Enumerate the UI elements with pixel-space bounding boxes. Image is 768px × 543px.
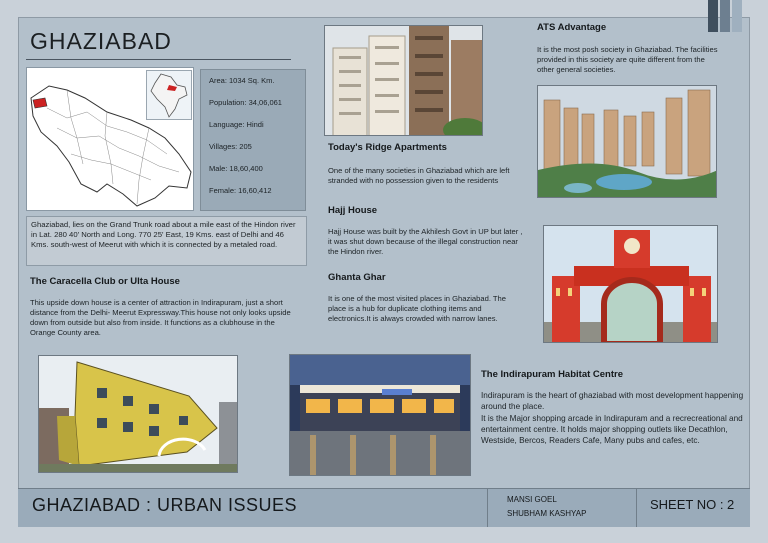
india-map-icon <box>147 71 191 119</box>
upside-down-house-image <box>39 356 238 473</box>
page-title: GHAZIABAD <box>30 28 172 54</box>
ridge-photo <box>324 25 483 136</box>
indirapuram-text-1: Indirapuram is the heart of ghaziabad with most development happening around the place. <box>481 391 744 411</box>
title-divider <box>26 59 291 60</box>
decor-bar <box>708 0 718 32</box>
ghanta-text: It is one of the most visited places in Ghaziabad. The place is a hub for duplicate clothing items and electronics.It is always crowded with narrow lanes. <box>328 294 506 324</box>
caracella-photo <box>38 355 238 473</box>
ats-photo <box>537 85 717 198</box>
indirapuram-title: The Indirapuram Habitat Centre <box>481 369 623 380</box>
ats-towers-image <box>538 86 717 198</box>
author-name: MANSI GOEL <box>507 495 557 504</box>
author-name: SHUBHAM KASHYAP <box>507 509 587 518</box>
stat-area: Area: 1034 Sq. Km. <box>209 76 275 85</box>
hajj-house-gate-image <box>544 226 718 343</box>
habitat-centre-image <box>290 355 471 476</box>
ridge-title: Today's Ridge Apartments <box>328 142 447 153</box>
stats-panel <box>200 69 306 211</box>
stat-female: Female: 16,60,412 <box>209 186 272 195</box>
ats-text: It is the most posh society in Ghaziabad. The facilities provided in this society are quite different from the other general societies. <box>537 45 718 75</box>
indirapuram-text-2: It is the Major shopping arcade in Indirapuram and a recrecreational and entertainment centre. It holds major shopping outlets like Decathlon, Westside, Bercos, Readers Cafe, Many pubs and cafes, etc. <box>481 414 743 445</box>
footer-title: GHAZIABAD : URBAN ISSUES <box>32 495 298 515</box>
ridge-text: One of the many societies in Ghaziabad which are left stranded with no possession given to the residents <box>328 166 510 186</box>
decor-bar <box>720 0 730 32</box>
ats-title: ATS Advantage <box>537 22 607 33</box>
ghanta-title: Ghanta Ghar <box>328 272 386 283</box>
stat-villages: Villages: 205 <box>209 142 252 151</box>
hajj-title: Hajj House <box>328 205 378 216</box>
caracella-text: This upside down house is a center of attraction in Indirapuram, just a short distance from the Delhi- Meerut Expressway.This house not only looks upside down from outside but also from inside. It functions as a clubhouse in the Orange County area. <box>30 298 291 338</box>
stat-population: Population: 34,06,061 <box>209 98 282 107</box>
sheet-number: SHEET NO : 2 <box>650 497 735 512</box>
stat-language: Language: Hindi <box>209 120 264 129</box>
footer-divider <box>636 488 637 527</box>
decor-bar <box>732 0 742 32</box>
author-names <box>507 493 586 521</box>
caracella-title: The Caracella Club or Ulta House <box>30 276 180 287</box>
ridge-apartments-image <box>325 26 483 136</box>
intro-text: Ghaziabad, lies on the Grand Trunk road about a mile east of the Hindon river in Lat. 280 40' North and Long. 770 25' East, 19 Kms. east of Delhi and 46 Kms. south-west of Meerut with which it is connected by a metaled road. <box>26 216 307 266</box>
hajj-photo <box>543 225 718 343</box>
india-inset-map <box>146 70 192 120</box>
hajj-text: Hajj House was built by the Akhilesh Govt in UP but later , it was shut down because of the illegal construction near the Hindon river. <box>328 227 523 257</box>
footer-divider <box>487 488 488 527</box>
stat-male: Male: 18,60,400 <box>209 164 263 173</box>
habitat-photo <box>289 354 471 476</box>
